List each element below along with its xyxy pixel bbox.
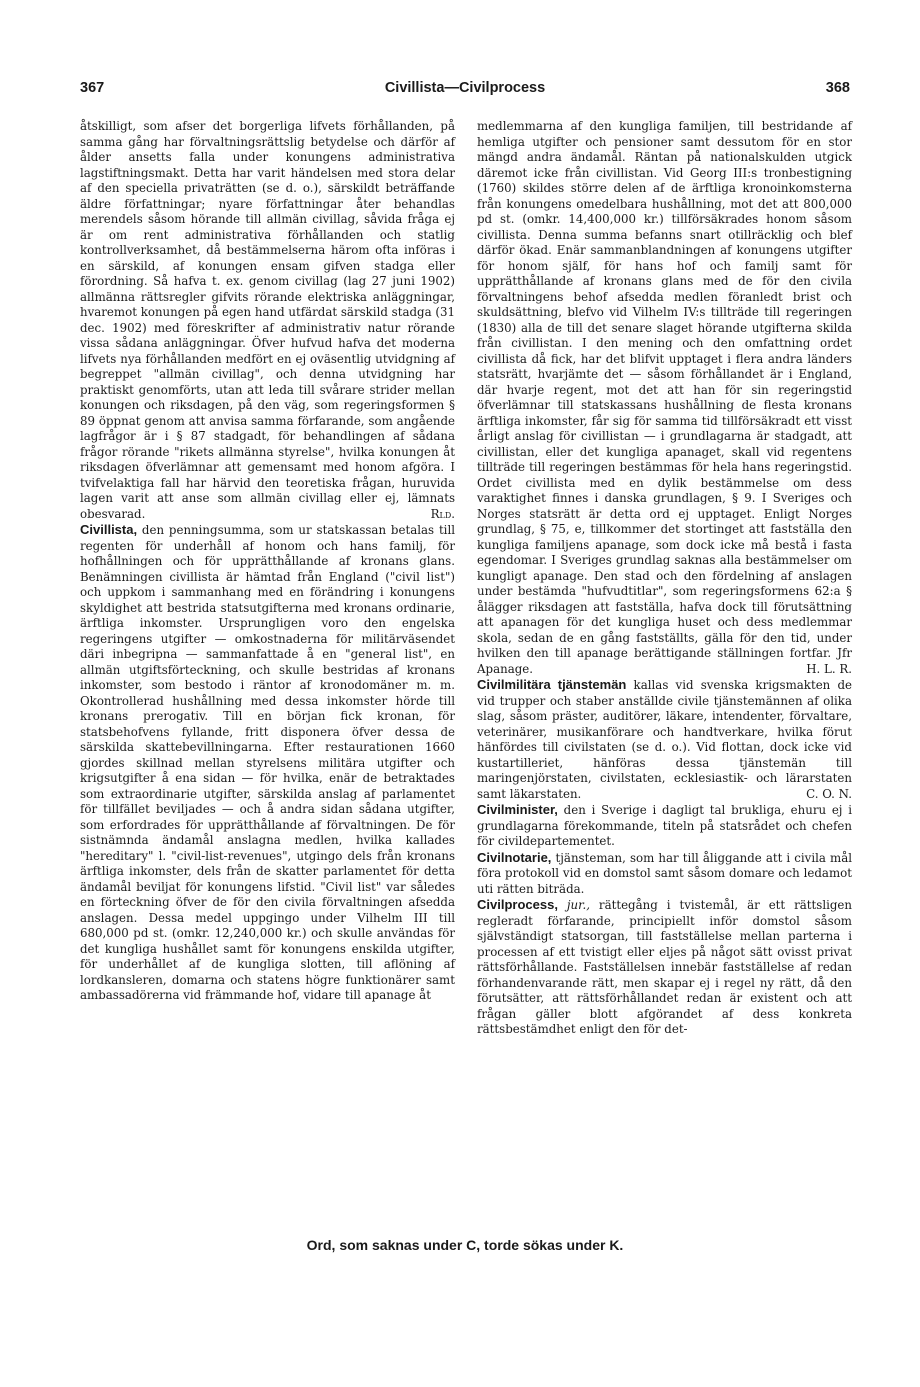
running-title: Civillista—Civilprocess	[384, 80, 546, 96]
paragraph	[477, 119, 852, 677]
entry-text: kallas vid svenska krigsmakten de vid trupper och staber anställde civile tjänstemännen af olika slag, såsom präster, auditörer, läkare, intendenter, förvaltare, veterinärer, musikanförare och handtverkare, hvilka förut hänfördes till civilstaten (se d. o.). Vid flottan, dock icke vid kustartilleriet, hänföras dessa tjänstemän till maringenjörstaten, civilstaten, ecklesiastik- och lärarstaten samt läkarstaten.	[477, 678, 852, 801]
entry-text: tjänsteman, som har till åliggande att i civila mål föra protokoll vid en domstol samt såsom domare och ledamot uti rätten biträda.	[477, 850, 852, 896]
headword: Civillista,	[80, 522, 138, 537]
entry-text: den i Sverige i dagligt tal brukliga, ehuru ej i grundlagarna förekommande, titeln på statsrådet och chefen för civildepartementet.	[477, 803, 852, 848]
entry-civillista	[80, 522, 455, 1004]
entry-civilminister	[477, 802, 852, 850]
page-number-left: 367	[80, 80, 105, 96]
page-number-right: 368	[825, 80, 850, 96]
author-signature: C. O. N.	[806, 786, 852, 801]
entry-civilnotarie	[477, 850, 852, 898]
entry-civilmilitara-tjanstemän	[477, 677, 852, 802]
paragraph	[80, 119, 455, 522]
page-footer-note: Ord, som saknas under C, torde sökas under K.	[306, 1237, 624, 1253]
abbreviation: jur.,	[557, 898, 590, 912]
paragraph-text: åtskilligt, som afser det borgerliga lifvets förhållanden, på samma gång har förvaltningsrättslig betydelse och därför af ålder ansetts falla under konungens administrativa lagstiftningsmakt. Detta har varit händelsen med stora delar af den speciella privaträtten (se d. o.), särskildt beträffande äldre författningar; nyare författningar åter behandlas merendels såsom hörande till allmän civillag, såvida fråga ej är om rent administrativa förhållanden och statlig kontrollverksamhet, då bestämmelserna härom ofta införas i en särskild, af konungen ensam gifven stadga eller förordning. Så hafva t. ex. genom civillag (lag 27 juni 1902) allmänna rättsregler gifvits rörande elektriska anläggningar, hvaremot konungen på egen hand utfärdat särskild stadga (31 dec. 1902) med föreskrifter af administrativ natur rörande vissa sådana anläggningar. Öfver hufvud hafva det moderna lifvets nya förhållanden medfört en ej oväsentlig utvidgning af begreppet "allmän civillag", och denna utvidgning har praktiskt genomförts, utan att leda till svårare strider mellan konungen och riksdagen, på den väg, som regeringsformen § 89 öppnat genom att anvisa samma förfarande, som angående lagfrågor är i § 87 stadgadt, för behandlingen af sådana frågor rörande "rikets allmänna styrelse", hvilka konungen åt riksdagen öfverlämnar att gemensamt med honom afgöra. I tvifvelaktiga fall har härvid den teoretiska frågan, huruvida lagen varit att anse som allmän civillag eller ej, lämnats obesvarad.	[80, 119, 455, 521]
entry-text: den penningsumma, som ur statskassan betalas till regenten för underhåll af honom och hans familj, för hofhållningen och för upprätthållande af kronans glans. Benämningen civillista är hämtad från England ("civil list") och uppkom i sammanhang med en förändring i konungens skyldighet att bestrida statsutgifterna med kronans ordinarie, ärftliga inkomster. Ursprungligen voro den engelska regeringens utgifter — omkostnaderna för militärväsendet däri inbegripna — sammanfattade å en "general list", en allmän utgiftsförteckning, och skulle bestridas af kronans inkomster, som bestodo i räntor af kronodomäner m. m. Okontrollerad hushållning med dessa inkomster hörde till kronans prerogativ. Till en början fick kronan, för statsbehofvens fyllande, fritt disponera öfver dessa de särskilda skattebevillningarna. Efter restaurationen 1660 gjordes skillnad mellan styrelsens militära utgifter och krigsutgifter å ena sidan — för hvilka, enär de betraktades som extraordinarie utgifter, särskilda anslag af parlamentet för tillfället beviljades — och å andra sidan sådana utgifter, som erfordrades för upprätthållande af förvaltningen. De för sistnämnda ändamål anslagna medlen, hvilka kallades "hereditary" l. "civil-list-revenues", utgingo dels från kronans ärftliga inkomster, dels från de skatter parlamentet för detta ändamål beviljat för konungens lifstid. "Civil list" var således en förteckning öfver de för den civila förvaltningen afsedda anslagen. Dessa medel uppgingo under Vilhelm III till 680,000 pd st. (omkr. 12,240,000 kr.) och skulle användas för det kungliga hushållet samt för konungens enskilda utgifter, för underhållet af de kungliga slotten, till aflöning af lordkansleren, domarna och statens högre funktionärer samt ambassadörerna vid främmande hof, vidare till apanage åt	[80, 523, 455, 1002]
headword: Civilnotarie,	[477, 849, 552, 865]
author-signature: Rld.	[430, 506, 455, 521]
headword: Civilminister,	[477, 802, 558, 817]
headword: Civilmilitära tjänstemän	[477, 677, 627, 692]
left-column	[80, 119, 455, 1004]
entry-text: rättegång i tvistemål, är ett rättsligen regleradt förfarande, principiellt inför domstol såsom självständigt statsorgan, till fastställelse mellan parterna i processen af ett tvistigt eller eljes på något sätt ovisst privat rättsförhållande. Fastställelsen innebär fastställelse af redan förhandenvarande rätt, men skapar ej i regel ny rätt, då den förutsätter, att rättsförhållandet redan är existent och att frågan gäller blott afgörandet af dess konkreta rättsbestämdhet enligt den för det-	[477, 898, 852, 1036]
author-signature: H. L. R.	[806, 661, 852, 676]
headword: Civilprocess,	[477, 897, 558, 912]
paragraph-text: medlemmarna af den kungliga familjen, till bestridande af hemliga utgifter och pensioner samt dessutom för en stor mängd andra ändamål. Räntan på nationalskulden utgick däremot icke från civillistan. Vid Georg III:s tronbestigning (1760) skildes större delen af de ärftliga kronoinkomsterna från konungens omedelbara hushållning, mot det att 800,000 pd st. (omkr. 14,400,000 kr.) tillförsäkrades honom såsom civillista. Denna summa befanns snart otillräcklig och blef därför ökad. Enär sammanblandningen af konungens utgifter för honom själf, för hans hof och familj samt för upprätthållande af kronans glans med de för den civila förvaltningens behof afsedda medlen föranledt brist och skuldsättning, blefvo vid Vilhelm IV:s tillträde till regeringen (1830) alla de till det senare slaget hörande utgifterna skilda från civillistan. I den mening och den omfattning ordet civillista då fick, har det blifvit upptaget i flera andra länders statsrätt, hvarjämte det — såsom förhållandet är i England, där hvarje regent, mot det att han för sin regeringstid öfverlämnar till statskassans hushållning de flesta kronans ärftliga inkomster, får sig för samma tid tillförsäkradt ett visst årligt anslag för civillistan — i grundlagarna är stadgadt, att civillistan, eller det kungliga apanaget, skall vid regentens tillträde till regeringen bestämmas för hela hans regeringstid. Ordet civillista med en dylik bestämmelse om dess varaktighet finnes i danska grundlagen, § 9. I Sveriges och Norges statsrätt är detta ord ej upptaget. Enligt Norges grundlag, § 75, e, tillkommer det stortinget att fastställa den kungliga familjens apanage, som dock icke må bestå i fasta egendomar. I Sveriges grundlag saknas alla bestämmelser om kungligt apanage. Den stad och den fördelning af anslagen under bestämda "hufvudtitlar", som regeringsformens 62:a § ålägger riksdagen att fastställa, hafva dock till förutsättning att apanagen för det kungliga huset och dess medlemmar skola, sedan de en gång fastställts, gälla för den tid, under hvilken den till apanage berättigande ställningen fortfar. Jfr Apanage.	[477, 119, 852, 676]
right-column	[477, 119, 852, 1038]
entry-civilprocess	[477, 897, 852, 1038]
page-header	[80, 80, 850, 100]
